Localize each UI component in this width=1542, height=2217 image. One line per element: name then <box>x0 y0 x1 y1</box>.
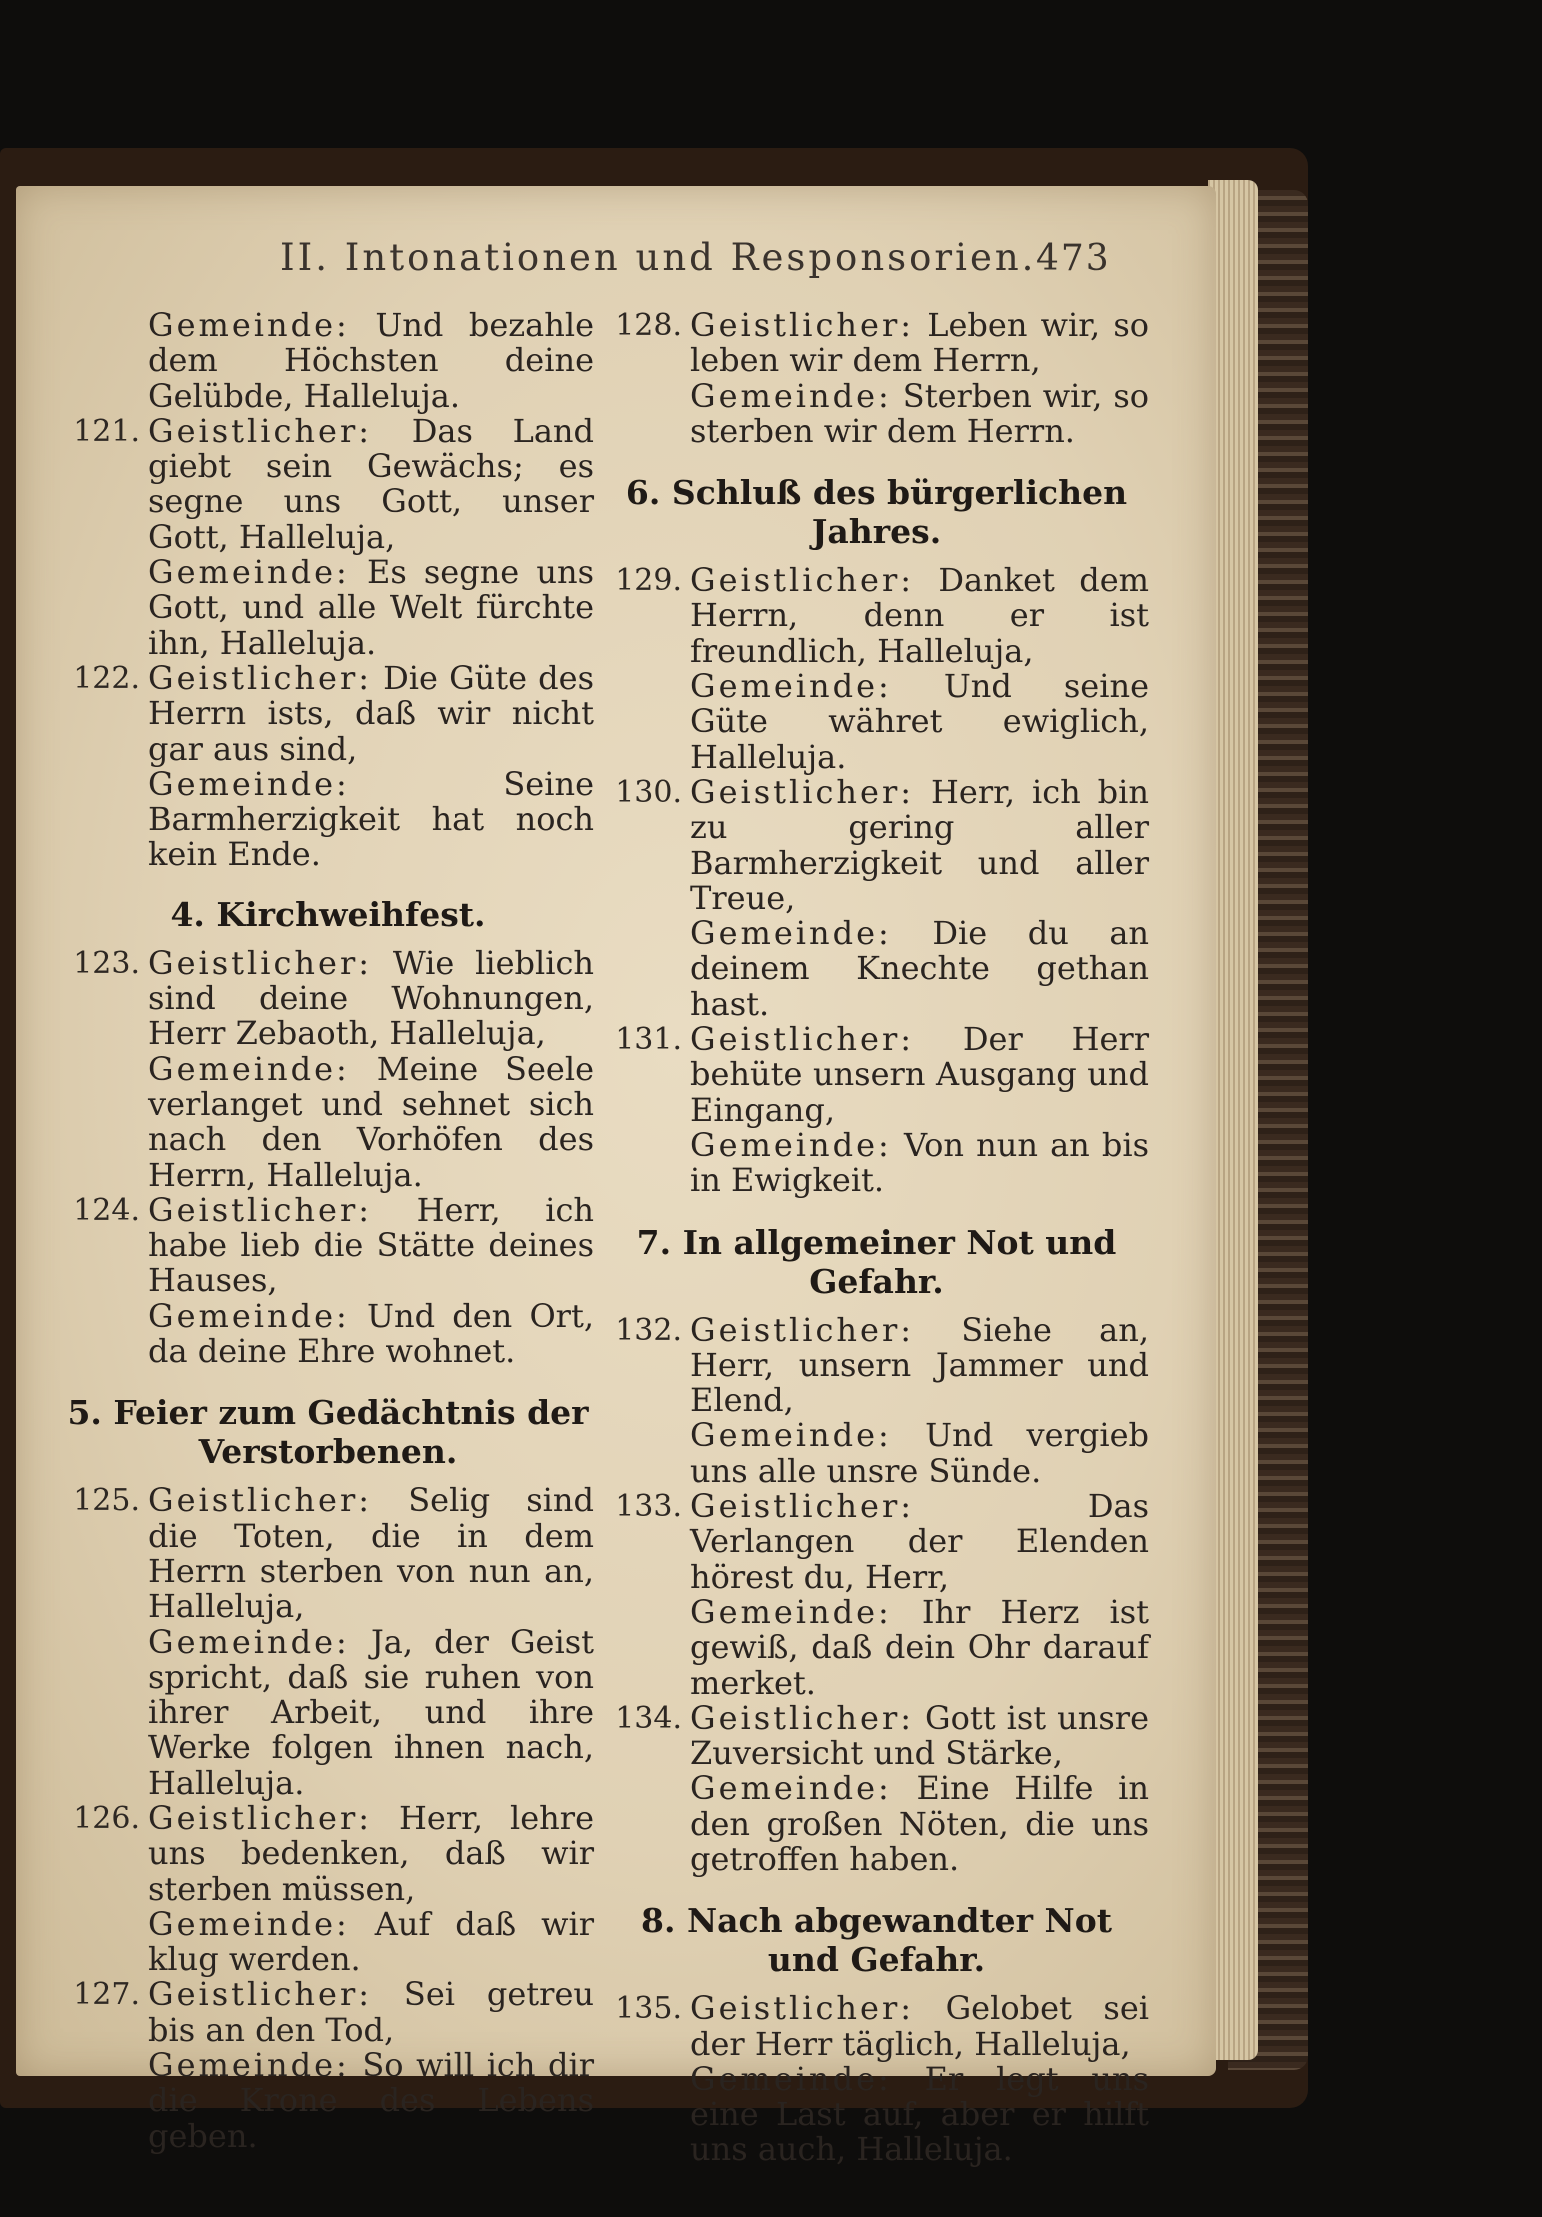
response <box>148 1622 595 1802</box>
response-text: So will ich dir die Krone des Lebens geben. <box>148 2046 595 2155</box>
versicle <box>148 1798 595 1908</box>
role-label: Geistlicher: <box>690 1487 915 1526</box>
entry-number: 134. <box>615 1700 682 1736</box>
versicle-text: Danket dem Herrn, denn er ist freundlich, Halleluja, <box>690 561 1150 670</box>
role-label: Gemeinde: <box>690 1125 892 1164</box>
versicle <box>148 411 595 556</box>
book-page <box>16 186 1216 2169</box>
entry-number: 121. <box>73 413 140 449</box>
response <box>690 376 1149 450</box>
response-text: Und bezahle dem Höchsten deine Gelübde, Halleluja. <box>148 306 594 415</box>
response-text: Auf daß wir klug werden. <box>148 1904 595 1979</box>
section-heading: 8. Nach abgewandter Not und Gefahr. <box>641 1901 1112 1980</box>
role-label: Geistlicher: <box>148 1481 373 1520</box>
role-label: Gemeinde: <box>148 764 350 803</box>
section-heading: 5. Feier zum Gedächtnis der Verstorbenen. <box>67 1393 589 1472</box>
entry-number: 131. <box>615 1022 682 1058</box>
response-text: Von nun an bis in Ewigkeit. <box>690 1125 1150 1200</box>
versicle <box>690 563 1149 669</box>
versicle <box>690 772 1150 917</box>
entry-133 <box>604 1489 1149 1701</box>
response <box>690 916 1149 1022</box>
role-label: Gemeinde: <box>690 2059 892 2098</box>
versicle-text: Das Land giebt sein Gewächs; es segne uns Gott, unser Gott, Halleluja, <box>148 411 595 556</box>
section-heading: 7. In allgemeiner Not und Gefahr. <box>636 1222 1117 1301</box>
response <box>148 764 594 874</box>
entry-123 <box>62 943 595 1194</box>
role-label: Gemeinde: <box>690 1592 892 1631</box>
role-label: Geistlicher: <box>148 658 373 697</box>
entry-134 <box>604 1698 1150 1878</box>
continued-response <box>62 308 594 414</box>
entry-121 <box>62 411 595 662</box>
response-text: Eine Hilfe in den großen Nöten, die uns getroffen haben. <box>690 1769 1150 1878</box>
role-label: Geistlicher: <box>148 943 373 982</box>
entry-129 <box>604 563 1149 775</box>
response <box>690 1592 1150 1702</box>
response <box>690 1771 1149 1877</box>
section-heading: 4. Kirchweihfest. <box>170 894 486 934</box>
versicle <box>148 943 595 1053</box>
entry-number: 132. <box>615 1312 682 1348</box>
role-label: Geistlicher: <box>690 561 915 600</box>
entry-128 <box>604 308 1149 449</box>
entry-number: 125. <box>73 1483 140 1519</box>
role-label: Geistlicher: <box>148 1798 373 1837</box>
versicle <box>148 1483 594 1624</box>
right-column <box>604 308 1149 2168</box>
entry-number: 122. <box>73 660 140 696</box>
versicle-text: Das Verlangen der Elenden hörest du, Herr, <box>690 1487 1149 1596</box>
versicle <box>690 1991 1149 2062</box>
versicle-text: Herr, ich bin zu gering aller Barmherzigkeit und aller Treue, <box>690 772 1150 917</box>
entry-135 <box>604 1991 1149 2167</box>
versicle-text: Gott ist unsre Zuversicht und Stärke, <box>690 1698 1150 1773</box>
response-text: Meine Seele verlanget und sehnet sich nach den Vorhöfen des Herrn, Halleluja. <box>148 1049 594 1194</box>
response <box>148 1904 595 1979</box>
role-label: Gemeinde: <box>690 667 892 706</box>
role-label: Gemeinde: <box>148 553 350 592</box>
versicle <box>148 1190 595 1300</box>
role-label: Gemeinde: <box>690 376 892 415</box>
versicle <box>690 308 1149 379</box>
entry-131 <box>604 1022 1149 1198</box>
response-text: Er legt uns eine Last auf, aber er hilft uns auch, Halleluja. <box>690 2059 1150 2169</box>
role-label: Gemeinde: <box>690 1769 892 1808</box>
entry-122 <box>62 658 594 874</box>
role-label: Geistlicher: <box>690 1310 915 1349</box>
response-text: Ihr Herz ist gewiß, daß dein Ohr darauf merket. <box>690 1592 1150 1702</box>
versicle-text: Selig sind die Toten, die in dem Herrn sterben von nun an, Halleluja, <box>148 1481 594 1626</box>
entry-number: 127. <box>73 1977 140 2013</box>
response-text: Seine Barmherzigkeit hat noch kein Ende. <box>148 764 594 874</box>
section-heading: 6. Schluß des bürgerlichen Jahres. <box>625 473 1128 552</box>
role-label: Geistlicher: <box>148 411 373 450</box>
versicle <box>148 1977 594 2048</box>
role-label: Gemeinde: <box>690 914 892 953</box>
response-text: Ja, der Geist spricht, daß sie ruhen von ihrer Arbeit, und ihre Werke folgen ihnen nach, Halleluja. <box>148 1622 595 1802</box>
entry-number: 129. <box>615 563 682 599</box>
role-label: Geistlicher: <box>148 1975 373 2014</box>
page-number: 473 <box>1036 238 1111 279</box>
entry-number: 135. <box>615 1991 682 2027</box>
versicle-text: Leben wir, so leben wir dem Herrn, <box>690 306 1150 380</box>
versicle-text: Die Güte des Herrn ists, daß wir nicht gar aus sind, <box>148 658 594 768</box>
response <box>148 1049 594 1194</box>
response <box>148 2048 594 2154</box>
role-label: Geistlicher: <box>690 1989 915 2028</box>
role-label: Gemeinde: <box>148 1904 350 1943</box>
versicle <box>690 1698 1150 1773</box>
entry-125 <box>62 1483 594 1801</box>
role-label: Gemeinde: <box>148 1049 350 1088</box>
role-label: Geistlicher: <box>148 1190 373 1229</box>
running-head-title: II. Intonationen und Responsorien. <box>280 236 1037 279</box>
response-text: Und seine Güte währet ewiglich, Halleluja. <box>690 667 1149 776</box>
role-label: Geistlicher: <box>690 1698 915 1737</box>
versicle-text: Siehe an, Herr, unsern Jammer und Elend, <box>690 1310 1149 1420</box>
role-label: Gemeinde: <box>148 306 350 344</box>
versicle-text: Gelobet sei der Herr täglich, Halleluja, <box>690 1989 1149 2063</box>
running-head <box>16 236 1216 286</box>
entry-number: 128. <box>615 308 682 343</box>
response <box>690 1418 1149 1489</box>
role-label: Geistlicher: <box>690 1020 915 1059</box>
versicle <box>148 658 594 768</box>
role-label: Geistlicher: <box>690 306 915 344</box>
entry-number: 123. <box>73 945 140 981</box>
versicle <box>690 1310 1149 1420</box>
entry-130 <box>604 772 1150 1023</box>
versicle <box>690 1022 1149 1128</box>
role-label: Gemeinde: <box>148 2046 350 2085</box>
entry-number: 124. <box>73 1192 140 1228</box>
left-column <box>62 308 594 2154</box>
response <box>690 2059 1150 2169</box>
role-label: Gemeinde: <box>690 1416 892 1455</box>
entry-126 <box>62 1798 595 1979</box>
role-label: Gemeinde: <box>148 1622 350 1661</box>
versicle-text: Wie lieblich sind deine Wohnungen, Herr Zebaoth, Halleluja, <box>148 943 595 1053</box>
response <box>148 1296 594 1371</box>
entry-number: 126. <box>73 1800 140 1836</box>
role-label: Gemeinde: <box>148 1296 350 1335</box>
versicle-text: Herr, ich habe lieb die Stätte deines Hauses, <box>148 1190 595 1300</box>
entry-number: 130. <box>615 774 682 810</box>
entry-124 <box>62 1190 595 1371</box>
versicle-text: Sei getreu bis an den Tod, <box>148 1975 594 2049</box>
response-text: Die du an deinem Knechte gethan hast. <box>690 914 1150 1023</box>
response <box>148 555 594 661</box>
versicle-text: Herr, lehre uns bedenken, daß wir sterben müssen, <box>148 1798 595 1908</box>
response-text: Und den Ort, da deine Ehre wohnet. <box>148 1296 594 1371</box>
entry-127 <box>62 1977 594 2153</box>
role-label: Geistlicher: <box>690 772 915 811</box>
response-text: Es segne uns Gott, und alle Welt fürchte ihn, Halleluja. <box>148 553 595 662</box>
entry-132 <box>604 1310 1149 1490</box>
entry-number: 133. <box>615 1489 682 1525</box>
versicle <box>690 1489 1149 1595</box>
versicle-text: Der Herr behüte unsern Ausgang und Eingang, <box>690 1020 1150 1129</box>
response-text: Sterben wir, so sterben wir dem Herrn. <box>690 376 1149 450</box>
response <box>690 669 1149 775</box>
response-text: Und vergieb uns alle unsre Sünde. <box>690 1416 1149 1490</box>
response <box>690 1125 1150 1200</box>
